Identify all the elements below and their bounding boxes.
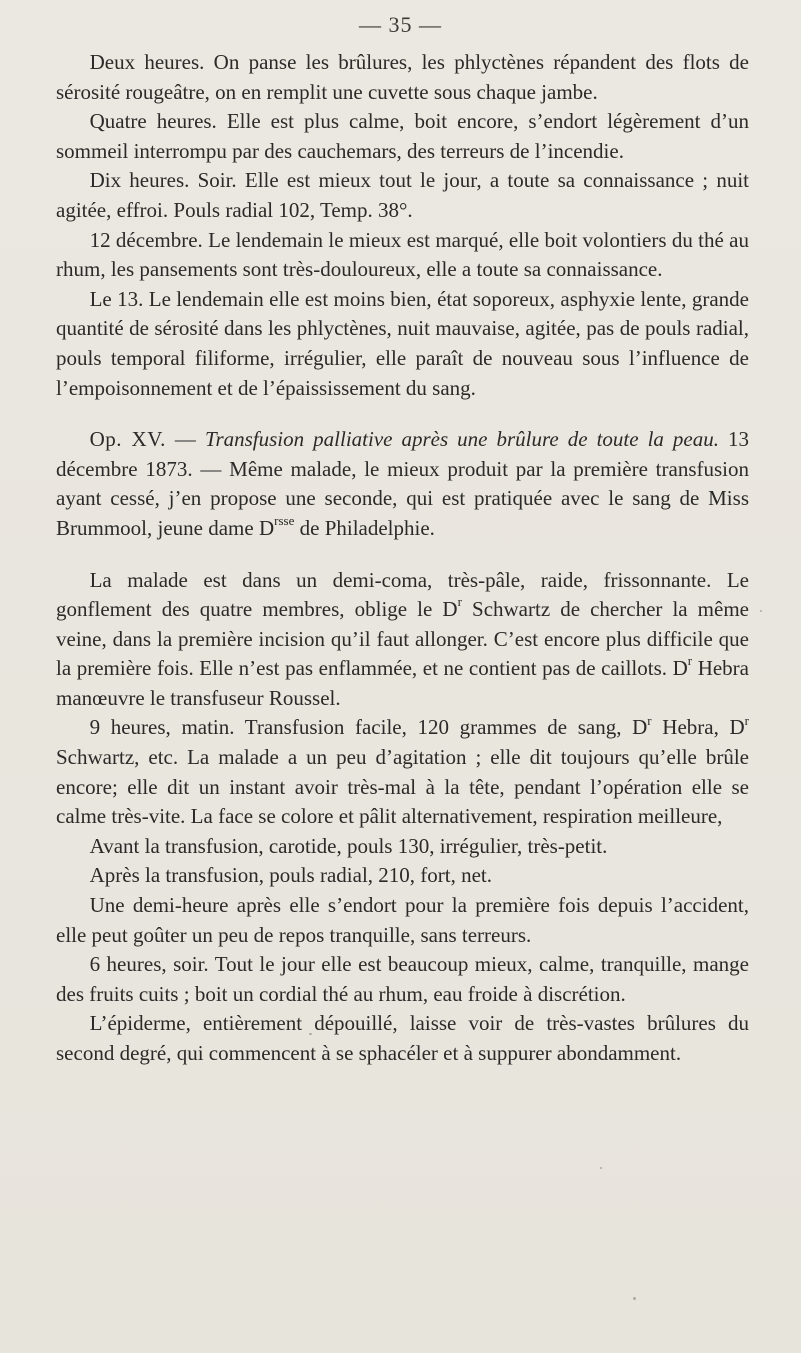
observation-text-b: de Philadelphie. <box>294 515 435 540</box>
paper-speck <box>309 1033 312 1035</box>
doctor-superscript: r <box>744 712 749 728</box>
paragraph-nine-hours <box>56 713 749 831</box>
observation-dash: — <box>165 427 205 452</box>
doctor-superscript: r <box>457 594 462 610</box>
paragraph-ten-hours: Dix heures. Soir. Elle est mieux tout le jour, a toute sa connaissance ; nuit agitée, effroi. Pouls radial 102, Temp. 38°. <box>56 168 749 222</box>
paragraph-after-transfusion: Après la transfusion, pouls radial, 210, fort, net. <box>89 863 493 888</box>
paragraph-nine-hours-part-a: 9 heures, matin. Transfusion facile, 120 grammes de sang, D <box>89 715 648 740</box>
observation-text-a: 13 décembre 1873. — Même malade, le mieux produit par la première transfusion ayant cessé, j’en propose une seconde, qui est pratiquée avec le sang de Miss Brummool, jeune dame D <box>56 427 750 540</box>
paragraph-six-hours: 6 heures, soir. Tout le jour elle est beaucoup mieux, calme, tranquille, mange des fruits cuits ; boit un cordial thé au rhum, eau froide à discrétion. <box>56 952 749 1006</box>
paragraph-demi-coma-part-c: Hebra manœuvre le transfuseur Roussel. <box>56 656 749 710</box>
observation-superscript: rsse <box>274 512 295 528</box>
doctor-superscript: r <box>647 712 652 728</box>
paragraph-two-hours: Deux heures. On panse les brûlures, les phlyctènes répandent des flots de sérosité rougeâtre, on en remplit une cuvette sous chaque jambe. <box>56 50 749 104</box>
page-body <box>56 48 749 1069</box>
observation-label: Op. XV. <box>89 427 166 452</box>
paragraph-nine-hours-part-b: Hebra, D <box>651 715 745 740</box>
paper-speck <box>600 1167 602 1169</box>
page-number: — 35 — <box>359 12 442 37</box>
paragraph-demi-coma-part-b: Schwartz de chercher la même veine, dans la première incision qu’il faut allonger. C’est encore plus difficile que la première fois. Elle n’est pas enflammée, et ne contient pas de caillots. D <box>56 597 749 681</box>
paragraph-nine-hours-part-c: Schwartz, etc. La malade a un peu d’agitation ; elle dit toujours qu’elle brûle encore; elle dit un instant avoir très-mal à la tête, pendant l’opération elle se calme très-vite. La face se colore et pâlit alternativement, respiration meilleure, <box>56 745 749 829</box>
paragraph-epidermis: L’épiderme, entièrement dépouillé, laisse voir de très-vastes brûlures du second degré, qui commencent à se sphacéler et à suppurer abondamment. <box>56 1011 749 1065</box>
paragraph-half-hour: Une demi-heure après elle s’endort pour la première fois depuis l’accident, elle peut goûter un peu de repos tranquille, sans terreurs. <box>56 893 749 947</box>
paper-speck <box>633 1297 636 1300</box>
paragraph-demi-coma-part-a: La malade est dans un demi-coma, très-pâle, raide, frissonnante. Le gonflement des quatre membres, oblige le D <box>56 567 749 622</box>
paragraph-before-transfusion: Avant la transfusion, carotide, pouls 130, irrégulier, très-petit. <box>89 833 608 858</box>
observation-title: Transfusion palliative après une brûlure de toute la peau. <box>204 427 719 452</box>
observation-heading-paragraph <box>56 425 749 543</box>
paragraph-december-13: Le 13. Le lendemain elle est moins bien, état soporeux, asphyxie lente, grande quantité de sérosité dans les phlyctènes, nuit mauvaise, agitée, pas de pouls radial, pouls temporal filiforme, irrégulier, elle paraît de nouveau sous l’influence de l’empoisonnement et de l’épaississement du sang. <box>56 286 749 400</box>
paragraph-demi-coma <box>56 566 749 714</box>
paper-speck <box>760 610 762 612</box>
paragraph-four-hours: Quatre heures. Elle est plus calme, boit encore, s’endort légèrement d’un sommeil interrompu par des cauchemars, des terreurs de l’incendie. <box>56 109 749 163</box>
doctor-superscript: r <box>687 653 693 669</box>
paragraph-december-12: 12 décembre. Le lendemain le mieux est marqué, elle boit volontiers du thé au rhum, les pansements sont très-douloureux, elle a toute sa connaissance. <box>56 227 749 282</box>
